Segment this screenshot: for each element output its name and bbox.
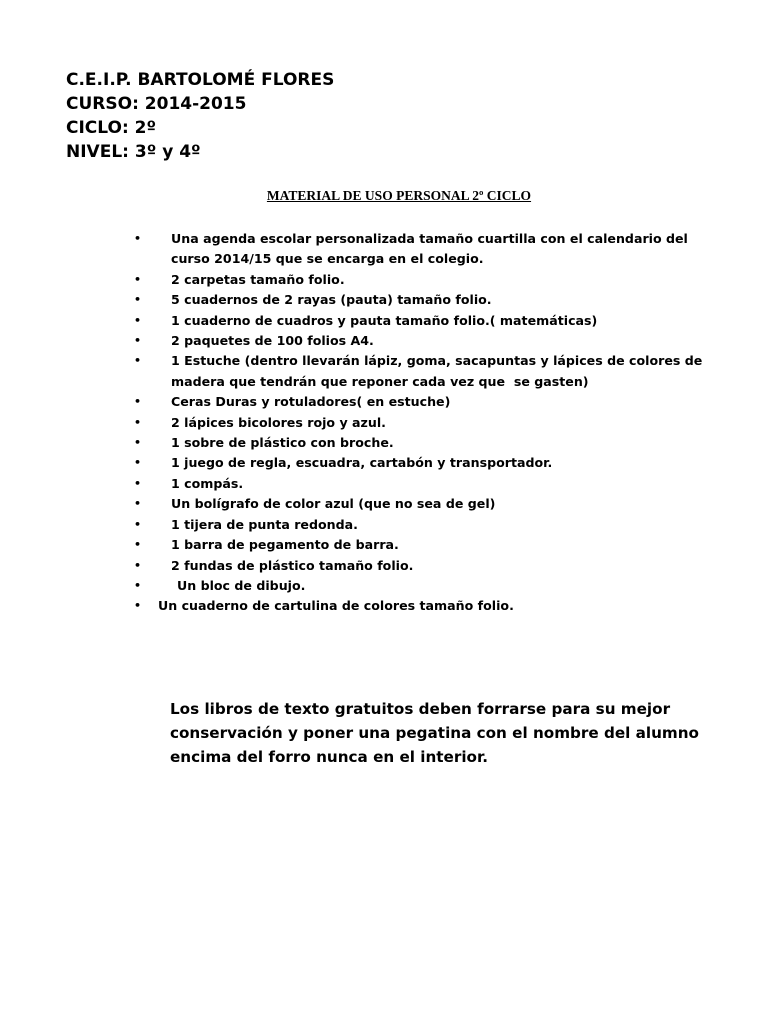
list-item	[130, 270, 720, 290]
list-item-text: Un bolígrafo de color azul (que no sea de gel)	[171, 496, 496, 512]
list-item-text: Un bloc de dibujo.	[177, 577, 306, 593]
list-item	[130, 413, 720, 433]
list-item-text: 2 carpetas tamaño folio.	[171, 271, 345, 287]
bullet-icon: •	[134, 599, 142, 613]
list-item	[130, 576, 720, 596]
list-item	[130, 474, 720, 494]
bullet-icon: •	[134, 354, 142, 368]
bullet-icon: •	[134, 272, 142, 286]
list-item-text: 1 tijera de punta redonda.	[171, 516, 358, 532]
bullet-icon: •	[134, 232, 142, 245]
list-item-text: 5 cuadernos de 2 rayas (pauta) tamaño folio.	[171, 292, 492, 308]
bullet-icon: •	[134, 293, 142, 307]
level: NIVEL: 3º y 4º	[66, 142, 201, 162]
bullet-icon: •	[134, 497, 142, 511]
school-name: C.E.I.P. BARTOLOMÉ FLORES	[66, 70, 335, 90]
document-title: MATERIAL DE USO PERSONAL 2º CICLO	[266, 188, 532, 203]
list-item-text: 1 barra de pegamento de barra.	[171, 537, 399, 553]
list-item-text: 1 Estuche (dentro llevarán lápiz, goma, sacapuntas y lápices de colores de madera que tendrán que reponer cada vez que se gasten)	[171, 353, 707, 389]
list-item	[130, 494, 720, 514]
list-item	[130, 535, 720, 555]
list-item	[130, 515, 720, 535]
list-item	[130, 556, 720, 576]
bullet-icon: •	[134, 415, 142, 429]
bullet-icon: •	[134, 456, 142, 470]
list-item	[130, 290, 720, 310]
bullet-icon: •	[134, 313, 142, 327]
bullet-icon: •	[134, 538, 142, 552]
bullet-icon: •	[134, 334, 142, 348]
bullet-icon: •	[134, 476, 142, 490]
material-list	[130, 229, 720, 617]
list-item	[130, 433, 720, 453]
list-item-text: 2 fundas de plástico tamaño folio.	[171, 557, 414, 573]
list-item-text: 1 cuaderno de cuadros y pauta tamaño folio.( matemáticas)	[171, 312, 598, 328]
list-item-text: Ceras Duras y rotuladores( en estuche)	[171, 394, 451, 410]
bullet-icon: •	[134, 558, 142, 572]
list-item-text: 2 paquetes de 100 folios A4.	[171, 333, 374, 349]
list-item-text: Un cuaderno de cartulina de colores tamaño folio.	[158, 598, 514, 614]
list-item-text: 1 sobre de plástico con broche.	[171, 435, 394, 451]
list-item	[130, 311, 720, 331]
book-covering-note: Los libros de texto gratuitos deben forrarse para su mejor conservación y poner una pegatina con el nombre del alumno encima del forro nunca en el interior.	[170, 700, 699, 766]
list-item	[130, 392, 720, 412]
course-year: CURSO: 2014-2015	[66, 94, 247, 114]
list-item	[130, 351, 720, 392]
list-item	[130, 596, 720, 616]
list-item	[130, 453, 720, 473]
list-item-text: 1 compás.	[171, 475, 244, 491]
bullet-icon: •	[134, 436, 142, 450]
list-item	[130, 331, 720, 351]
bullet-icon: •	[134, 517, 142, 531]
list-item-text: Una agenda escolar personalizada tamaño cuartilla con el calendario del curso 2014/15 que se encarga en el colegio.	[171, 231, 693, 267]
list-item-text: 1 juego de regla, escuadra, cartabón y transportador.	[171, 455, 553, 471]
bullet-icon: •	[134, 578, 142, 592]
school-header	[66, 68, 334, 164]
list-item-text: 2 lápices bicolores rojo y azul.	[171, 414, 386, 430]
cycle: CICLO: 2º	[66, 118, 157, 138]
bullet-icon: •	[134, 395, 142, 409]
list-item	[130, 229, 720, 270]
